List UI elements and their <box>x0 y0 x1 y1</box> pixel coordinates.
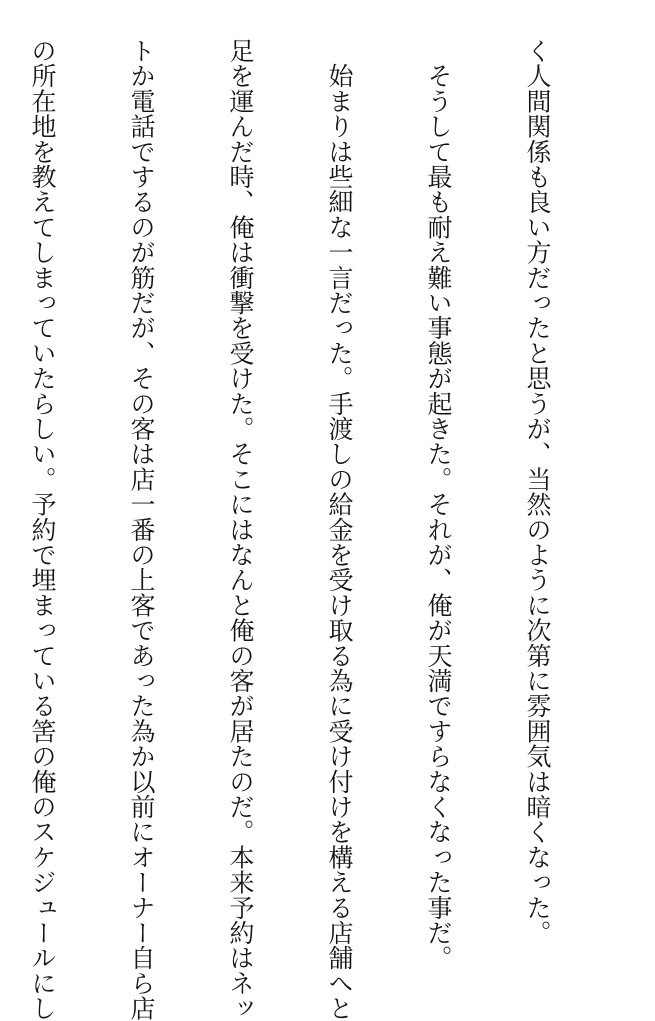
text-line: トか電話でするのが筋だが、その客は店一番の上客であった為か以前にオーナー自ら店 <box>127 38 156 1021</box>
vertical-text-body <box>0 38 620 1021</box>
text-line: 足を運んだ時、俺は衝撃を受けた。そこにはなんと俺の客が居たのだ。本来予約はネッ <box>226 38 255 1021</box>
text-line: の所在地を教えてしまっていたらしい。予約で埋まっている筈の俺のスケジュールにし <box>28 38 57 1021</box>
text-line: そうして最も耐え難い事態が起きた。それが、俺が天満ですらなくなった事だ。 <box>424 38 453 971</box>
text-line: く人間関係も良い方だったと思うが、当然のように次第に雰囲気は暗くなった。 <box>523 38 552 946</box>
text-line: 始まりは些細な一言だった。手渡しの給金を受け取る為に受け付けを構える店舗へと <box>325 38 354 1021</box>
